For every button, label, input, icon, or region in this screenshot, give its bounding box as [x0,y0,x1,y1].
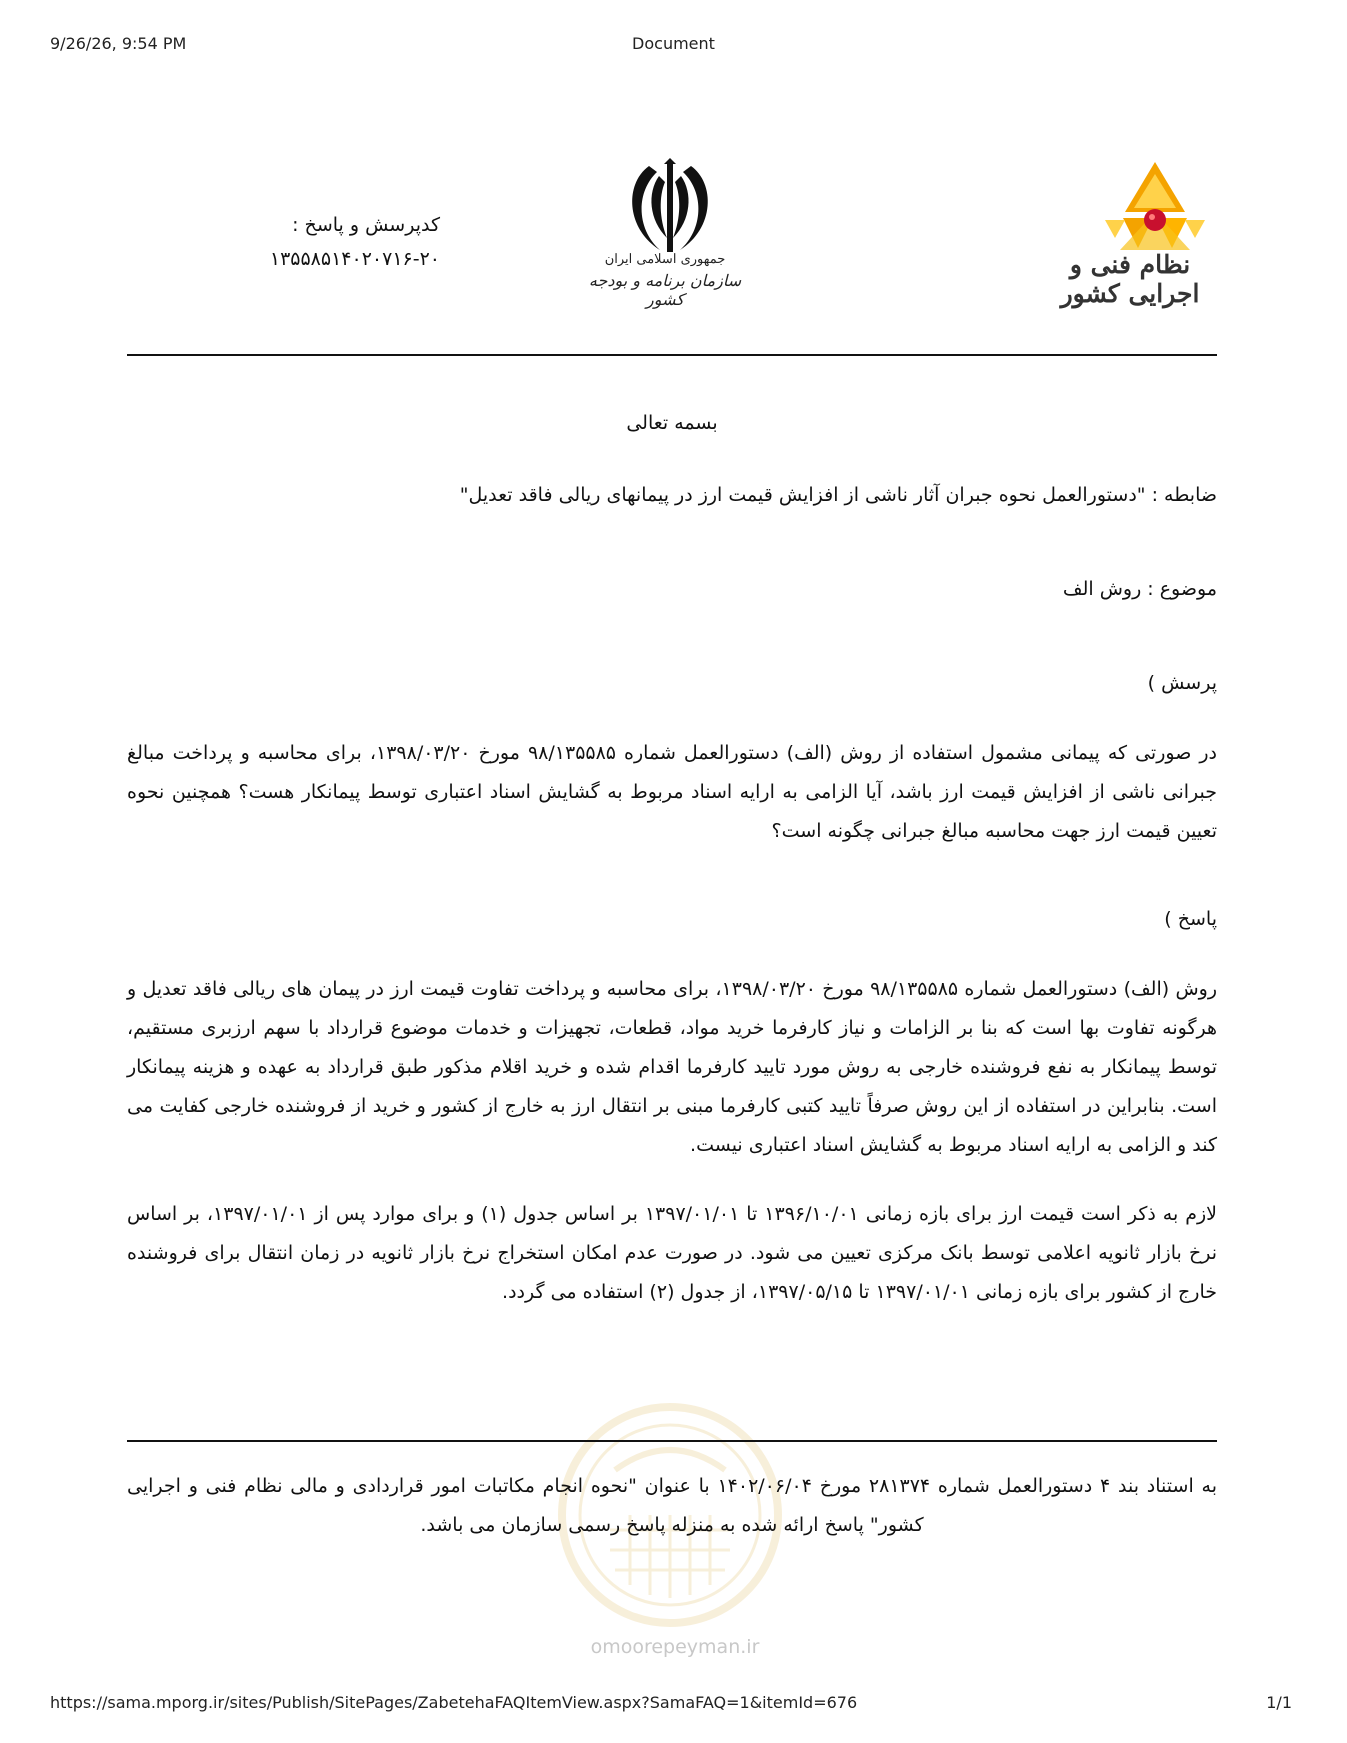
faq-code-label: کدپرسش و پاسخ : [292,214,440,236]
print-url: https://sama.mporg.ir/sites/Publish/SitePages/ZabetehaFAQItemView.aspx?SamaFAQ=1&itemId=676 [50,1693,858,1712]
header-divider [127,354,1217,356]
footer-divider [127,1440,1217,1442]
faq-code-block [230,208,440,276]
question-text: در صورتی که پیمانی مشمول استفاده از روش (الف) دستورالعمل شماره ۹۸/۱۳۵۵۸۵ مورخ ۱۳۹۸/۰۳/۲۰، برای محاسبه و پرداخت مبالغ جبرانی ناشی از افزایش قیمت ارز باشد، آیا الزامی به ارایه اسناد مربوط به گشایش اسناد اعتباری توسط پیمانکار هست؟ همچنین نحوه تعیین قیمت ارز جهت محاسبه مبالغ جبرانی چگونه است؟ [127,742,1218,842]
iran-emblem-icon [615,158,725,258]
subject-line: موضوع : روش الف [1062,578,1217,600]
emblem-caption [585,252,745,309]
faq-code-value: ۱۳۵۵۸۵۱۴۰۲۰۷۱۶-۲۰ [269,248,440,270]
nezam-fanni-logo-text: نظام فنی و اجرایی کشور [1060,250,1200,308]
answer-heading: پاسخ ) [1164,908,1217,930]
print-header [0,34,1347,58]
watermark-site: omoorepeyman.ir [590,1636,760,1658]
regulation-title: ضابطه : "دستورالعمل نحوه جبران آثار ناشی از افزایش قیمت ارز در پیمانهای ریالی فاقد تعدیل" [459,484,1217,506]
print-footer [0,1693,1347,1717]
print-page-number: 1/1 [1266,1693,1292,1712]
answer-paragraph-2: لازم به ذکر است قیمت ارز برای بازه زمانی ۱۳۹۶/۱۰/۰۱ تا ۱۳۹۷/۰۱/۰۱ بر اساس جدول (۱) و برای موارد پس از ۱۳۹۷/۰۱/۰۱، بر اساس نرخ بازار ثانویه اعلامی توسط بانک مرکزی تعیین می شود. در صورت عدم امکان استخراج نرخ بازار ثانویه در زمان انتقال برای فروشنده خارج از کشور برای بازه زمانی ۱۳۹۷/۰۱/۰۱ تا ۱۳۹۷/۰۵/۱۵، از جدول (۲) استفاده می گردد. [127,1203,1218,1303]
emblem-line-1: جمهوری اسلامی ایران [604,252,726,267]
emblem-line-2: سازمان برنامه و بودجه کشور [588,271,742,309]
print-datetime: 9/26/26, 9:54 PM [50,34,187,53]
print-title: Document [632,34,715,53]
question-heading: پرسش ) [1147,672,1217,694]
footer-note: به استناد بند ۴ دستورالعمل شماره ۲۸۱۳۷۴ مورخ ۱۴۰۲/۰۶/۰۴ با عنوان "نحوه انجام مکاتبات امور قراردادی و مالی نظام فنی و اجرایی کشور" پاسخ ارائه شده به منزله پاسخ رسمی سازمان می باشد. [127,1475,1217,1536]
basmala: بسمه تعالی [626,412,718,434]
answer-paragraph-1: روش (الف) دستورالعمل شماره ۹۸/۱۳۵۵۸۵ مورخ ۱۳۹۸/۰۳/۲۰، برای محاسبه و پرداخت تفاوت قیمت ارز در پیمان های ریالی فاقد تعدیل و هرگونه تفاوت بها است که بنا بر الزامات و نیاز کارفرما خرید مواد، قطعات، تجهیزات و خدمات موضوع قرارداد با سهم ارزبری مستقیم، توسط پیمانکار به نفع فروشنده خارجی به روش مورد تایید کارفرما اقدام شده و خرید اقلام مذکور طبق قرارداد به عهده و هزینه پیمانکار است. بنابراین در استفاده از این روش صرفاً تایید کتبی کارفرما مبنی بر انتقال ارز به خارج از کشور و خرید از فروشنده خارجی کفایت می کند و الزامی به ارایه اسناد مربوط به گشایش اسناد اعتباری نیست. [127,978,1217,1156]
